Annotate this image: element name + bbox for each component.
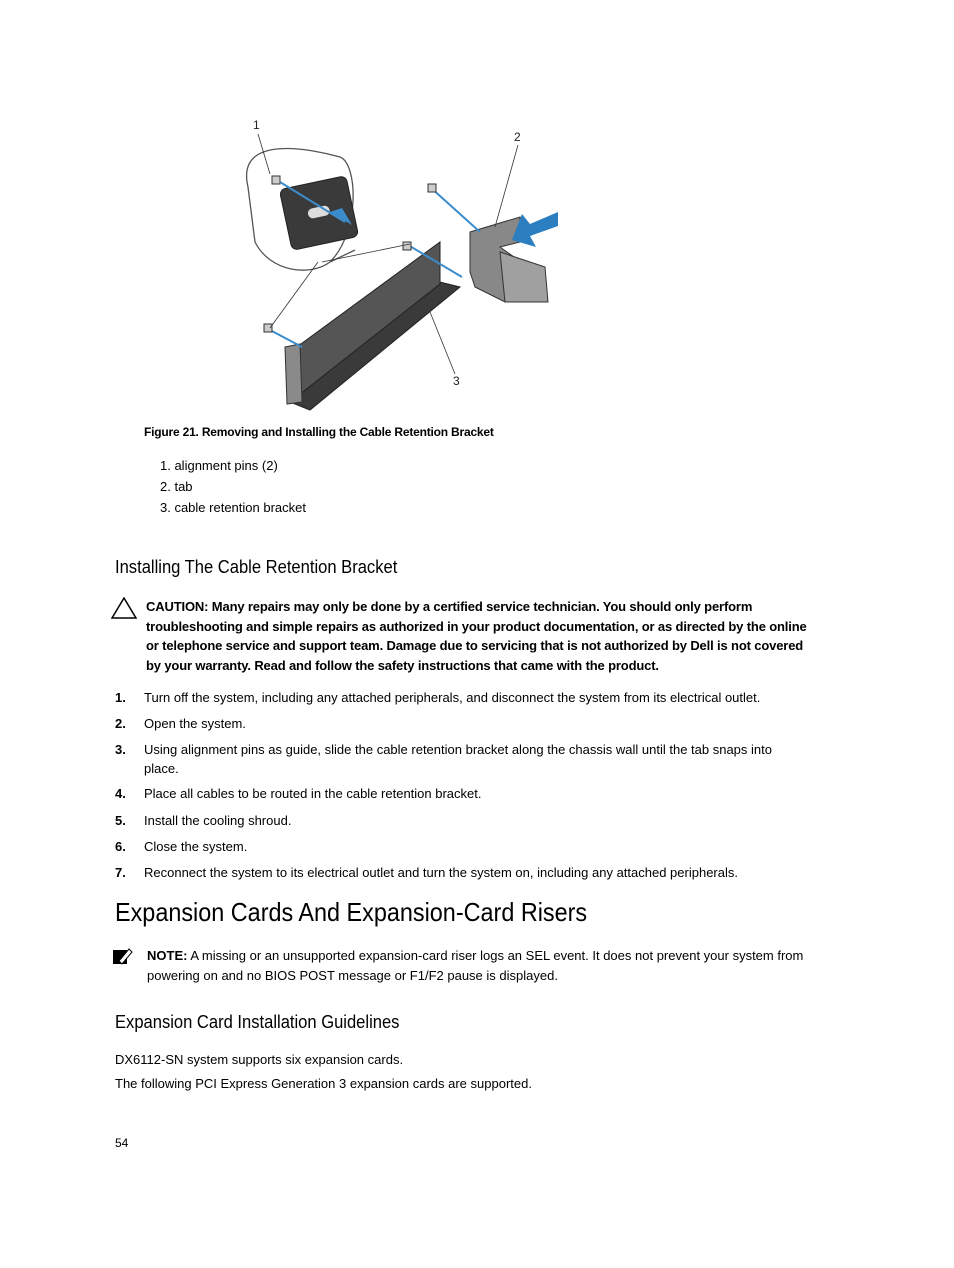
chapter-title: Expansion Cards And Expansion-Card Risers	[115, 897, 588, 927]
figure-caption: Figure 21. Removing and Installing the Cable Retention Bracket	[144, 425, 494, 439]
step-text: Turn off the system, including any attached peripherals, and disconnect the system from its electrical outlet.	[144, 690, 761, 705]
figure-illustration	[230, 112, 570, 412]
step-text: Open the system.	[144, 716, 246, 731]
page-number: 54	[115, 1136, 129, 1150]
legend-item: 3. cable retention bracket	[160, 500, 306, 515]
caution-text: CAUTION: Many repairs may only be done by a certified service technician. You should only perform troubleshooting and simple repairs as authorized in your product documentation, or as directed by the online or telephone service and support team. Damage due to servicing that is not authorized by Dell is not covered by your warranty. Read and follow the safety instructions that came with the product.	[146, 599, 807, 673]
step-number: 3.	[115, 742, 126, 757]
step-text: Close the system.	[144, 839, 248, 854]
caution-icon	[111, 597, 137, 624]
note-body: A missing or an unsupported expansion-card riser logs an SEL event. It does not prevent your system from powering on and no BIOS POST message or F1/F2 pause is displayed.	[147, 948, 804, 983]
note-text	[147, 946, 812, 985]
step-number: 6.	[115, 839, 126, 854]
step-text: Reconnect the system to its electrical outlet and turn the system on, including any attached peripherals.	[144, 865, 738, 880]
section-heading: Expansion Card Installation Guidelines	[115, 1012, 400, 1032]
callout-2: 2	[514, 130, 521, 144]
step-number: 7.	[115, 865, 126, 880]
step-number: 1.	[115, 690, 126, 705]
paragraph: The following PCI Express Generation 3 expansion cards are supported.	[115, 1076, 532, 1091]
step-text: Place all cables to be routed in the cable retention bracket.	[144, 786, 482, 801]
step-text: Install the cooling shroud.	[144, 813, 292, 828]
cable-bracket-diagram	[230, 112, 570, 412]
note-label: NOTE:	[147, 948, 188, 963]
step-number: 2.	[115, 716, 126, 731]
step-number: 4.	[115, 786, 126, 801]
callout-3: 3	[453, 374, 460, 388]
note-icon	[111, 946, 133, 973]
legend-item: 2. tab	[160, 479, 193, 494]
paragraph: DX6112-SN system supports six expansion cards.	[115, 1052, 404, 1067]
section-heading: Installing The Cable Retention Bracket	[115, 557, 398, 577]
legend-item: 1. alignment pins (2)	[160, 458, 278, 473]
step-text: Using alignment pins as guide, slide the cable retention bracket along the chassis wall until the tab snaps into place.	[144, 742, 772, 776]
callout-1: 1	[253, 118, 260, 132]
step-number: 5.	[115, 813, 126, 828]
